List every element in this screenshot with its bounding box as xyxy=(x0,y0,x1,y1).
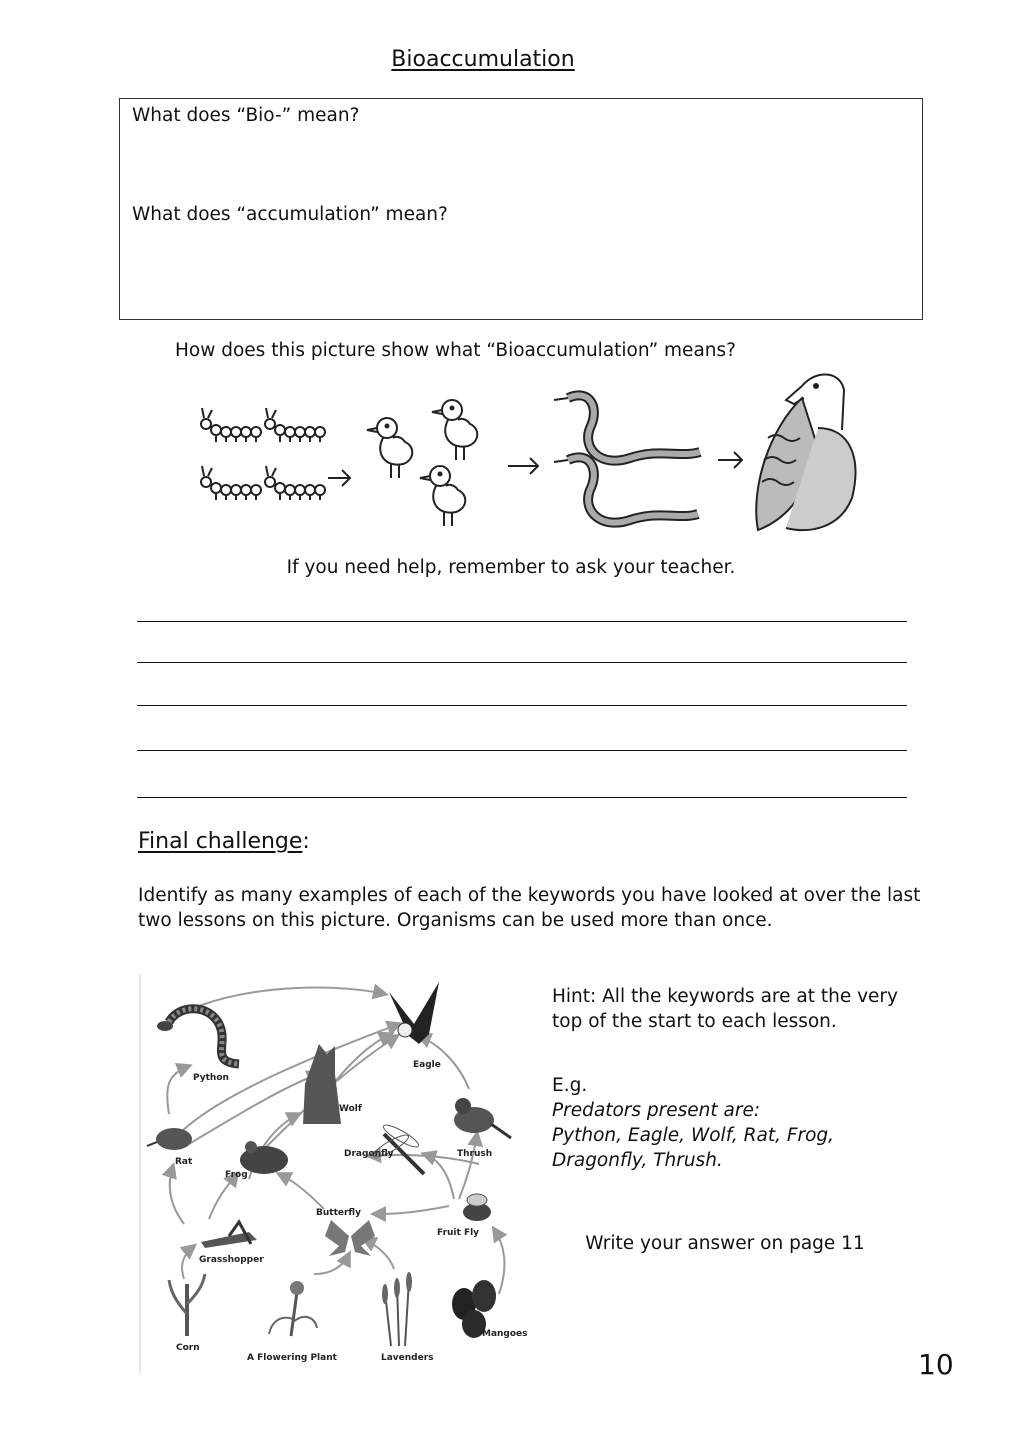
example-line: Python, Eagle, Wolf, Rat, Frog, xyxy=(552,1125,835,1146)
python-label: Python xyxy=(193,1073,229,1083)
question-box xyxy=(119,98,923,320)
example-label: E.g. xyxy=(552,1075,588,1096)
page-title: Bioaccumulation xyxy=(391,47,575,72)
caterpillar-icon xyxy=(201,408,261,442)
flowering-plant-icon xyxy=(269,1281,317,1336)
question-accumulation: What does “accumulation” mean? xyxy=(132,204,448,225)
bird-icon xyxy=(432,400,477,460)
grasshopper-label: Grasshopper xyxy=(199,1255,264,1265)
mangoes-label: Mangoes xyxy=(482,1329,528,1339)
page-number: 10 xyxy=(918,1348,954,1381)
flowering-plant-label: A Flowering Plant xyxy=(247,1353,337,1363)
frog-label: Frog xyxy=(225,1170,248,1180)
caterpillar-icon xyxy=(265,408,325,442)
eagle-icon xyxy=(756,374,855,530)
butterfly-label: Butterfly xyxy=(316,1208,361,1218)
fruit-fly-icon xyxy=(463,1194,491,1221)
answer-line[interactable] xyxy=(137,662,907,663)
caterpillar-icon xyxy=(201,466,261,500)
corn-icon xyxy=(169,1274,205,1336)
fruit-fly-label: Fruit Fly xyxy=(437,1228,480,1238)
bioaccumulation-illustration xyxy=(190,368,870,543)
wolf-label: Wolf xyxy=(339,1104,362,1114)
lavenders-label: Lavenders xyxy=(381,1353,434,1363)
food-web-diagram xyxy=(139,974,534,1374)
picture-prompt: How does this picture show what “Bioaccumulation” means? xyxy=(175,340,736,361)
grasshopper-icon xyxy=(201,1222,257,1248)
rat-icon xyxy=(147,1128,192,1150)
rat-label: Rat xyxy=(175,1157,193,1167)
answer-line[interactable] xyxy=(137,621,907,622)
eagle-label: Eagle xyxy=(413,1060,441,1070)
python-icon xyxy=(157,1009,239,1064)
thrush-icon xyxy=(454,1098,511,1138)
butterfly-icon xyxy=(325,1220,375,1256)
caterpillar-icon xyxy=(265,466,325,500)
example-line: Dragonfly, Thrush. xyxy=(552,1150,723,1171)
dragonfly-icon xyxy=(371,1122,424,1174)
arrow-icon xyxy=(328,470,350,486)
final-challenge-heading: Final challenge: xyxy=(138,829,310,854)
hint-text: Hint: All the keywords are at the very top of the start to each lesson. xyxy=(552,986,898,1032)
wolf-icon xyxy=(303,1044,341,1124)
example-block xyxy=(552,1073,924,1173)
example-line: Predators present are: xyxy=(552,1100,761,1121)
answer-line[interactable] xyxy=(137,797,907,798)
snake-icon xyxy=(554,457,698,522)
answer-line[interactable] xyxy=(137,705,907,706)
arrow-icon xyxy=(508,458,538,474)
dragonfly-label: Dragonfly xyxy=(344,1149,394,1159)
thrush-label: Thrush xyxy=(457,1149,493,1159)
arrow-icon xyxy=(718,452,742,468)
bird-icon xyxy=(367,418,412,478)
lavenders-icon xyxy=(382,1272,412,1346)
bird-icon xyxy=(420,466,465,526)
snake-icon xyxy=(554,395,700,460)
eagle-icon xyxy=(389,982,439,1044)
corn-label: Corn xyxy=(176,1343,200,1353)
final-challenge-instructions: Identify as many examples of each of the keywords you have looked at over the last two lessons on this picture. Organisms can be used more than once. xyxy=(138,885,921,931)
help-text: If you need help, remember to ask your teacher. xyxy=(286,557,736,578)
answer-line[interactable] xyxy=(137,750,907,751)
question-bio: What does “Bio-” mean? xyxy=(132,105,360,126)
write-answer-note: Write your answer on page 11 xyxy=(585,1233,865,1254)
